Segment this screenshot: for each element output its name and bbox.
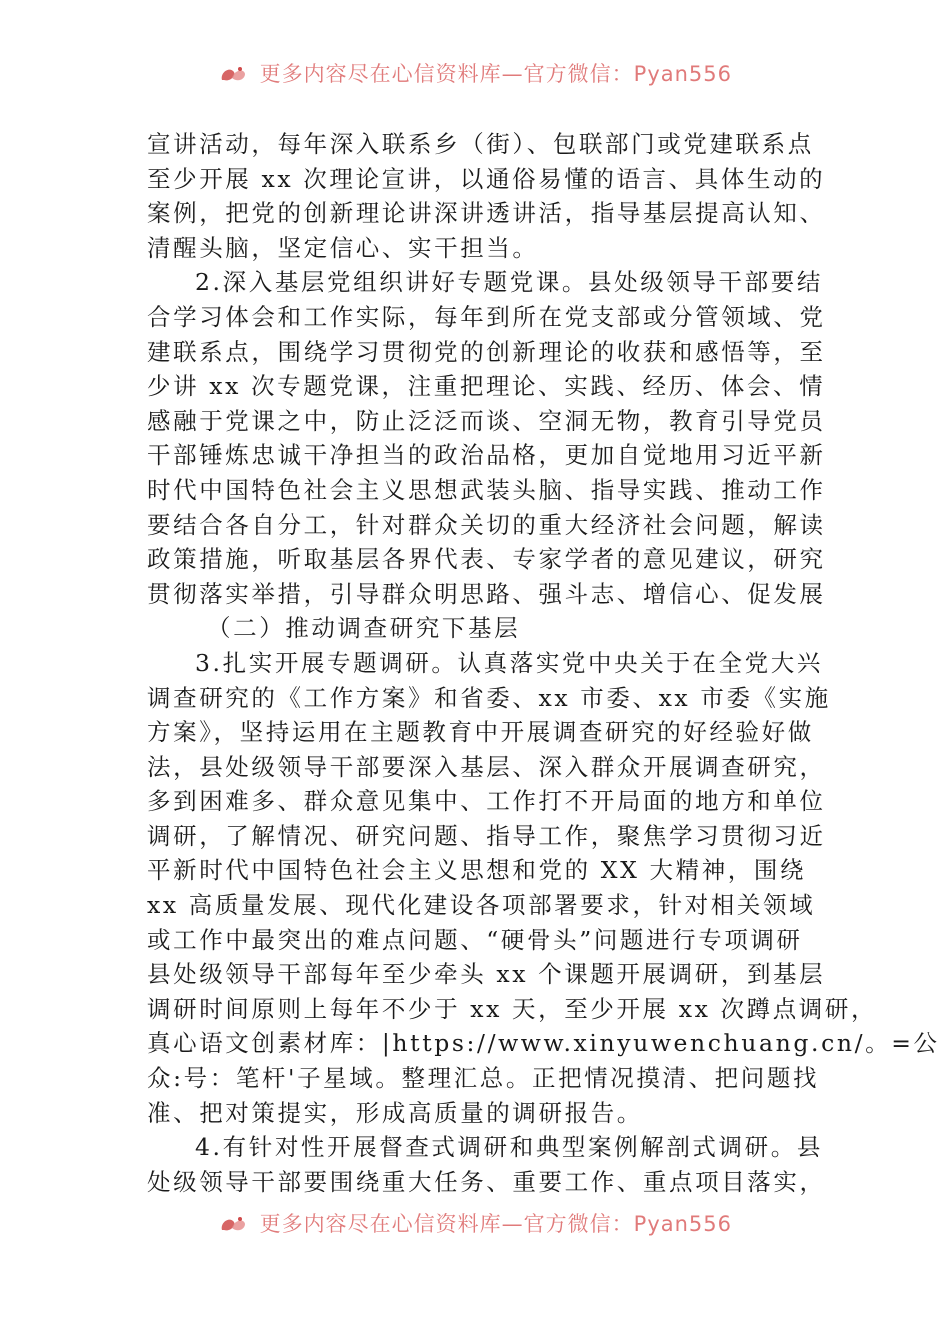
text-line: 时代中国特色社会主义思想武装头脑、指导实践、推动工作 (147, 475, 826, 504)
text-line: 3.扎实开展专题调研。认真落实党中央关于在全党大兴 (195, 648, 823, 677)
text-line: 至少开展 xx 次理论宣讲，以通俗易懂的语言、具体生动的 (147, 164, 826, 193)
section-heading: （二）推动调查研究下基层 (207, 614, 521, 643)
text-line: 干部锤炼忠诚干净担当的政治品格，更加自觉地用习近平新 (147, 441, 826, 470)
logo-icon (218, 1214, 248, 1236)
text-line: 宣讲活动，每年深入联系乡（街）、包联部门或党建联系点 (147, 130, 814, 158)
text-line: 法，县处级领导干部要深入基层、深入群众开展调查研究， (147, 752, 826, 781)
text-line: 调研时间原则上每年不少于 xx 天，至少开展 xx 次蹲点调研， (147, 994, 878, 1023)
text-line: 清醒头脑，坚定信心、实干担当。 (147, 233, 539, 262)
footer-watermark (0, 1208, 950, 1238)
logo-icon (218, 64, 248, 86)
header-watermark (0, 58, 950, 88)
text-line: 准、把对策提实，形成高质量的调研报告。 (147, 1098, 643, 1127)
text-line: 调查研究的《工作方案》和省委、xx 市委、xx 市委《实施 (147, 683, 831, 712)
text-line: 政策措施，听取基层各界代表、专家学者的意见建议，研究 (147, 545, 826, 574)
text-line: 2.深入基层党组织讲好专题党课。县处级领导干部要结 (195, 268, 823, 297)
text-line: 要结合各自分工，针对群众关切的重大经济社会问题，解读 (147, 510, 826, 539)
text-line: 多到困难多、群众意见集中、工作打不开局面的地方和单位 (147, 787, 826, 816)
text-line: 方案》，坚持运用在主题教育中开展调查研究的好经验好做 (147, 718, 814, 747)
text-line: 贯彻落实举措，引导群众明思路、强斗志、增信心、促发展 (147, 579, 826, 608)
text-line: xx 高质量发展、现代化建设各项部署要求，针对相关领域 (147, 891, 816, 920)
text-line: 众:号：笔杆'子星域。整理汇总。正把情况摸清、把问题找 (147, 1064, 820, 1093)
text-line: 4.有针对性开展督查式调研和典型案例解剖式调研。县 (195, 1133, 823, 1162)
text-line: 感融于党课之中，防止泛泛而谈、空洞无物，教育引导党员 (147, 406, 826, 435)
text-line: 合学习体会和工作实际，每年到所在党支部或分管领域、党 (147, 302, 826, 331)
document-body (147, 127, 940, 1199)
text-line: 县处级领导干部每年至少牵头 xx 个课题开展调研，到基层 (147, 960, 826, 989)
text-line: 调研，了解情况、研究问题、指导工作，聚焦学习贯彻习近 (147, 821, 826, 850)
text-line: 建联系点，围绕学习贯彻党的创新理论的收获和感悟等，至 (147, 337, 826, 366)
text-line: 案例，把党的创新理论讲深讲透讲活，指导基层提高认知、 (147, 199, 826, 228)
text-line: 处级领导干部要围绕重大任务、重要工作、重点项目落实， (147, 1167, 826, 1196)
watermark-text: 更多内容尽在心信资料库—官方微信：Pyan556 (259, 1212, 733, 1236)
text-line: 真心语文创素材库：|https://www.xinyuwenchuang.cn/。=公 (147, 1029, 940, 1058)
text-line: 少讲 xx 次专题党课，注重把理论、实践、经历、体会、情 (147, 372, 826, 401)
watermark-text: 更多内容尽在心信资料库—官方微信：Pyan556 (259, 62, 733, 86)
text-line: 平新时代中国特色社会主义思想和党的 XX 大精神，围绕 (147, 856, 807, 885)
text-line: 或工作中最突出的难点问题、“硬骨头”问题进行专项调研 (147, 925, 803, 954)
